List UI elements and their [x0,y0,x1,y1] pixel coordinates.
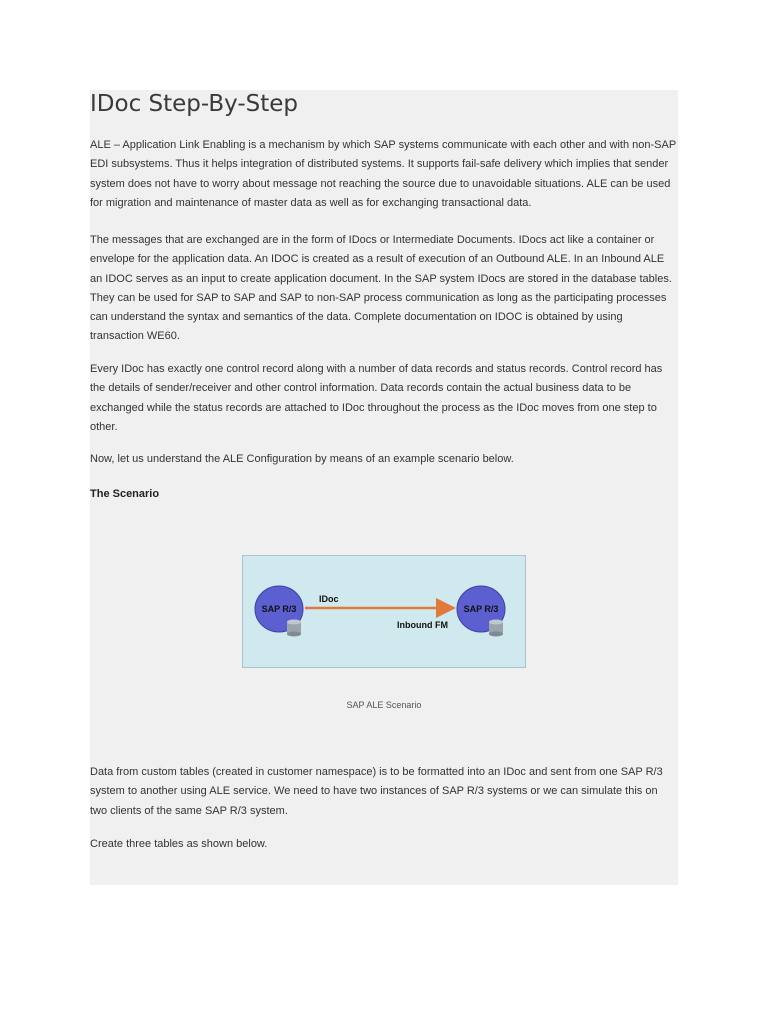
figure-caption: SAP ALE Scenario [346,700,422,710]
ale-scenario-diagram [242,555,526,668]
arrow-idoc-label: IDoc [319,594,339,604]
page-title: IDoc Step-By-Step [90,91,299,117]
paragraph-ale-config-intro: Now, let us understand the ALE Configuration by means of an example scenario below. [90,453,514,465]
paragraph-ale-intro: ALE – Application Link Enabling is a mechanism by which SAP systems communicate with each other and with non-SAP EDI subsystems. Thus it helps integration of distributed systems. It supports fail-safe delivery which implies that sender system does not have to worry about message not reaching the source due to unavoidable situations. ALE can be used for migration and maintenance of master data as well as for exchanging transactional data. [90,139,676,209]
section-heading-scenario: The Scenario [90,488,160,500]
sender-system-node [255,586,303,637]
sender-system-label: SAP R/3 [261,604,297,614]
receiver-system-node [457,586,505,637]
arrow-inbound-fm-label: Inbound FM [397,620,448,630]
diagram-canvas [243,556,527,669]
paragraph-scenario-description: Data from custom tables (created in customer namespace) is to be formatted into an IDoc and sent from one SAP R/3 system to another using ALE service. We need to have two instances of SAP R/3 systems or we can simulate this on two clients of the same SAP R/3 system. [90,766,663,817]
receiver-database-icon [489,620,503,637]
paragraph-idoc-records: Every IDoc has exactly one control record along with a number of data records and status records. Control record has the details of sender/receiver and other control information. Data records contain the actual business data to be exchanged while the status records are attached to IDoc throughout the process as the IDoc moves from one step to other. [90,363,663,433]
paragraph-create-tables: Create three tables as shown below. [90,838,268,850]
receiver-system-label: SAP R/3 [463,604,499,614]
paragraph-idoc-messages: The messages that are exchanged are in the form of IDocs or Intermediate Documents. IDocs act like a container or envelope for the application data. An IDOC is created as a result of execution of an Outbound ALE. In an Inbound ALE an IDOC serves as an input to create application document. In the SAP system IDocs are stored in the database tables. They can be used for SAP to SAP and SAP to non-SAP process communication as long as the participating processes can understand the syntax and semantics of the data. Complete documentation on IDOC is obtained by using transaction WE60. [90,234,672,343]
sender-database-icon [287,620,301,637]
document-page [90,90,678,885]
